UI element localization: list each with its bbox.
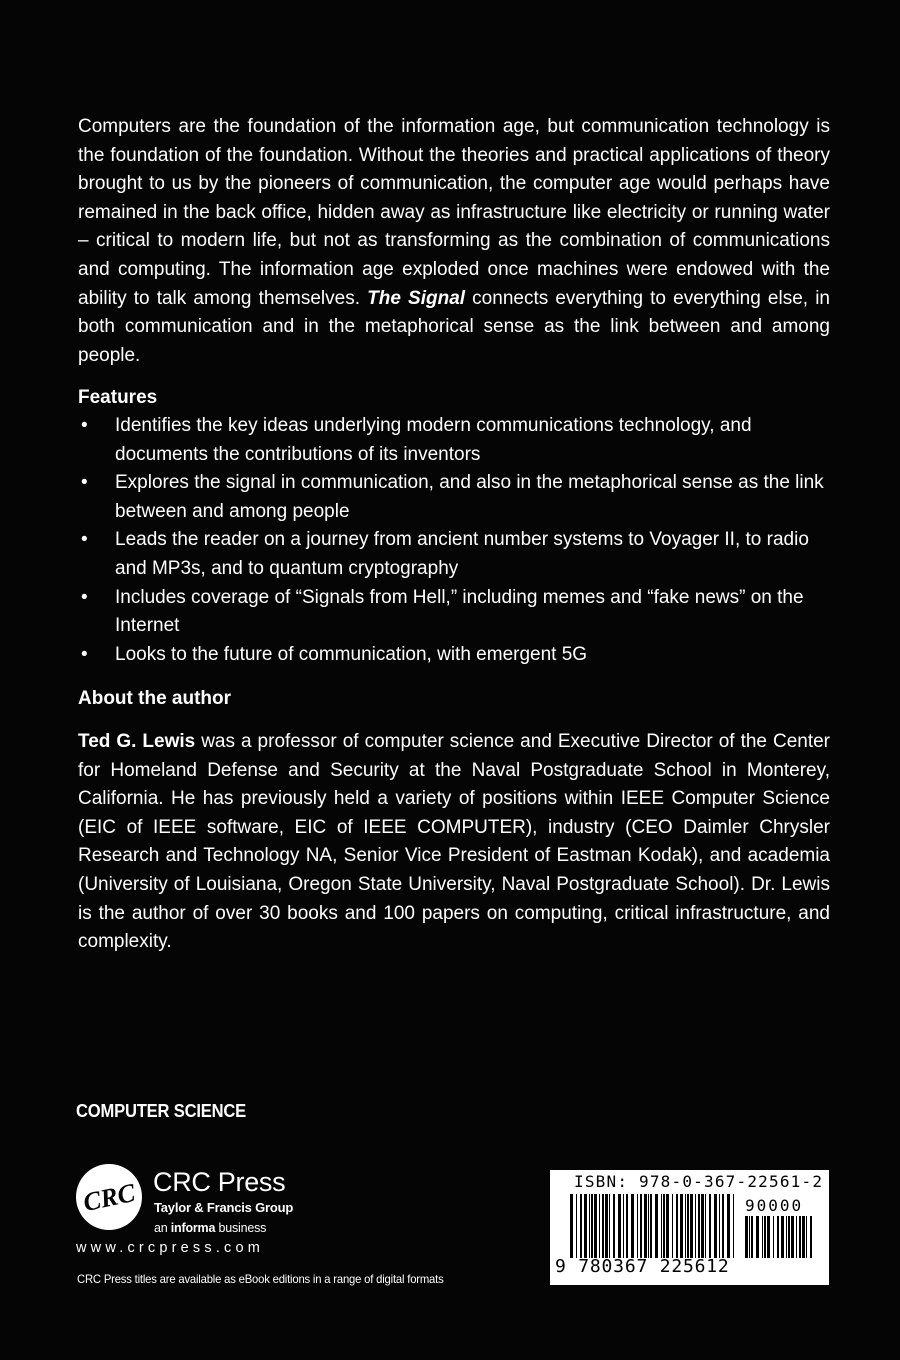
intro-text-2: connects everything to everything else, in both communication and in the metaphorical sense as the link between and among people.	[78, 287, 830, 366]
business-prefix: an	[154, 1221, 171, 1235]
about-paragraph	[78, 728, 830, 957]
feature-text: Includes coverage of “Signals from Hell,” including memes and “fake news” on the Internet	[115, 586, 804, 637]
crc-logo-text: CRC	[80, 1177, 138, 1218]
barcode-digits: 9 780367 225612	[555, 1256, 730, 1277]
publisher-website: www.crcpress.com	[76, 1240, 265, 1256]
publisher-group: Taylor & Francis Group	[154, 1200, 294, 1215]
about-heading: About the author	[78, 688, 232, 709]
publisher-business	[154, 1220, 266, 1236]
business-bold: informa	[170, 1221, 216, 1235]
list-item	[78, 469, 830, 526]
crc-logo-icon	[75, 1163, 143, 1231]
feature-text: Looks to the future of communication, with emergent 5G	[115, 643, 588, 665]
bullet-icon: •	[81, 472, 88, 494]
book-title: The Signal	[367, 287, 466, 309]
subject-category: COMPUTER SCIENCE	[76, 1101, 247, 1121]
intro-paragraph	[78, 113, 830, 370]
author-name: Ted G. Lewis	[78, 731, 196, 752]
isbn-text: ISBN: 978-0-367-22561-2	[574, 1172, 824, 1191]
ebook-note: CRC Press titles are available as eBook editions in a range of digital formats	[77, 1272, 444, 1286]
features-heading: Features	[78, 387, 158, 408]
price-code: 90000	[745, 1196, 804, 1215]
business-suffix: business	[215, 1221, 267, 1235]
features-list	[78, 412, 830, 669]
publisher-name: CRC Press	[153, 1167, 286, 1197]
bullet-icon: •	[81, 586, 88, 608]
barcode	[550, 1170, 829, 1285]
bullet-icon: •	[81, 529, 88, 551]
feature-text: Leads the reader on a journey from ancient number systems to Voyager II, to radio and MP3s, and to quantum cryptography	[115, 529, 809, 579]
list-item	[78, 526, 830, 583]
author-bio: was a professor of computer science and Executive Director of the Center for Homeland Defense and Security at the Naval Postgraduate School in Monterey, California. He has previously held a variety of positions within IEEE Computer Science (EIC of IEEE software, EIC of IEEE COMPUTER), industry (CEO Daimler Chrysler Research and Technology NA, Senior Vice President of Eastman Kodak), and academia (University of Louisiana, Oregon State University, Naval Postgraduate School). Dr. Lewis is the author of over 30 books and 100 papers on computing, critical infrastructure, and complexity.	[78, 731, 831, 953]
bullet-icon: •	[81, 415, 88, 436]
bullet-icon: •	[81, 643, 88, 665]
list-item	[78, 641, 830, 670]
feature-text: Identifies the key ideas underlying modern communications technology, and documents the contributions of its inventors	[115, 415, 752, 465]
feature-text: Explores the signal in communication, and also in the metaphorical sense as the link between and among people	[115, 472, 824, 522]
list-item	[78, 412, 830, 469]
list-item	[78, 584, 830, 641]
intro-text-1: Computers are the foundation of the information age, but communication technology is the foundation of the foundation. Without the theories and practical applications of theory brought to us by the pioneers of communication, the computer age would perhaps have remained in the back office, hidden away as infrastructure like electricity or running water – critical to modern life, but not as transforming as the combination of communications and computing. The information age exploded once machines were endowed with the ability to talk among themselves.	[78, 116, 830, 309]
